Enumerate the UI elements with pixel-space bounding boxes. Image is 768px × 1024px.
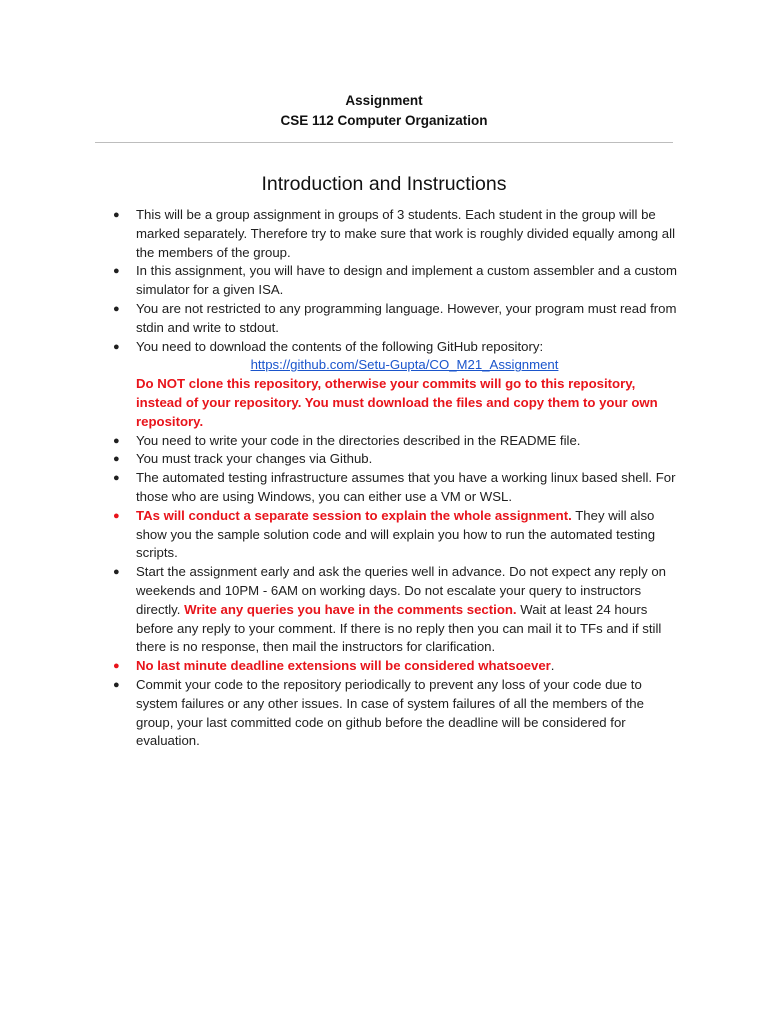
- item-text: They will also show you the sample solution code and will explain you how to run the automated testing scripts.: [136, 507, 656, 561]
- list-item: [113, 563, 679, 657]
- list-item: [113, 657, 679, 676]
- bullet-icon: ●: [113, 566, 120, 579]
- bullet-icon: ●: [113, 678, 120, 691]
- list-item: [113, 469, 679, 507]
- list-item: [113, 300, 679, 338]
- list-item: [113, 262, 679, 300]
- item-text-continued: Wait at least 24 hours before any reply to your comment. If there is no reply then you can mail it to TFs and if still there is no response, then mail the instructors for clarification.: [136, 601, 662, 655]
- item-text: This will be a group assignment in groups of 3 students. Each student in the group will be marked separately. Therefore try to make sure that work is roughly divided equally among all the members of the group.: [136, 207, 675, 260]
- bullet-icon: ●: [113, 209, 120, 221]
- list-item: [113, 206, 679, 262]
- item-text: Start the assignment early and ask the queries well in advance. Do not expect any reply on weekends and 10PM - 6AM on working days. Do not escalate your query to instructors directly.: [136, 564, 666, 617]
- list-item: [113, 507, 679, 563]
- bullet-icon: ●: [113, 434, 120, 447]
- item-text: .: [550, 658, 555, 674]
- repo-link-line: [136, 356, 679, 375]
- deadline-notice: No last minute deadline extensions will be considered whatsoever: [136, 658, 551, 674]
- queries-notice: Write any queries you have in the comments section.: [184, 601, 517, 617]
- item-text: You need to write your code in the directories described in the README file.: [136, 432, 581, 448]
- list-item: [113, 676, 679, 751]
- item-text: You must track your changes via Github.: [136, 451, 373, 467]
- bullet-icon: ●: [113, 472, 120, 485]
- bullet-icon: ●: [113, 660, 120, 673]
- list-item: [113, 432, 679, 451]
- clone-warning: Do NOT clone this repository, otherwise your commits will go to this repository, instead of your repository. You must download the files and copy them to your own repository.: [136, 376, 658, 429]
- bullet-icon: ●: [113, 265, 120, 278]
- bullet-icon: ●: [113, 340, 120, 353]
- item-text: You are not restricted to any programming language. However, your program must read from stdin and write to stdout.: [136, 300, 677, 335]
- ta-session-notice: TAs will conduct a separate session to explain the whole assignment.: [136, 507, 572, 523]
- item-text: Commit your code to the repository periodically to prevent any loss of your code due to system failures or any other issues. In case of system failures of all the members of the group, your last committed code on github before the deadline will be considered for evaluation.: [136, 676, 644, 749]
- bullet-icon: ●: [113, 302, 120, 315]
- list-item: [113, 450, 679, 469]
- item-text: You need to download the contents of the following GitHub repository:: [136, 338, 544, 354]
- repository-link[interactable]: https://github.com/Setu-Gupta/CO_M21_Assignment: [250, 357, 559, 373]
- doc-label: Assignment: [345, 93, 423, 108]
- bullet-icon: ●: [113, 453, 120, 466]
- course-title: CSE 112 Computer Organization: [280, 113, 488, 128]
- item-text: In this assignment, you will have to design and implement a custom assembler and a custom simulator for a given ISA.: [136, 263, 677, 298]
- item-text: The automated testing infrastructure assumes that you have a working linux based shell. For those who are using Windows, you can either use a VM or WSL.: [136, 470, 676, 504]
- instructions-list: [113, 206, 679, 751]
- section-title: Introduction and Instructions: [261, 173, 507, 195]
- horizontal-divider: [95, 142, 673, 143]
- bullet-icon: ●: [113, 509, 120, 522]
- list-item: [113, 338, 679, 432]
